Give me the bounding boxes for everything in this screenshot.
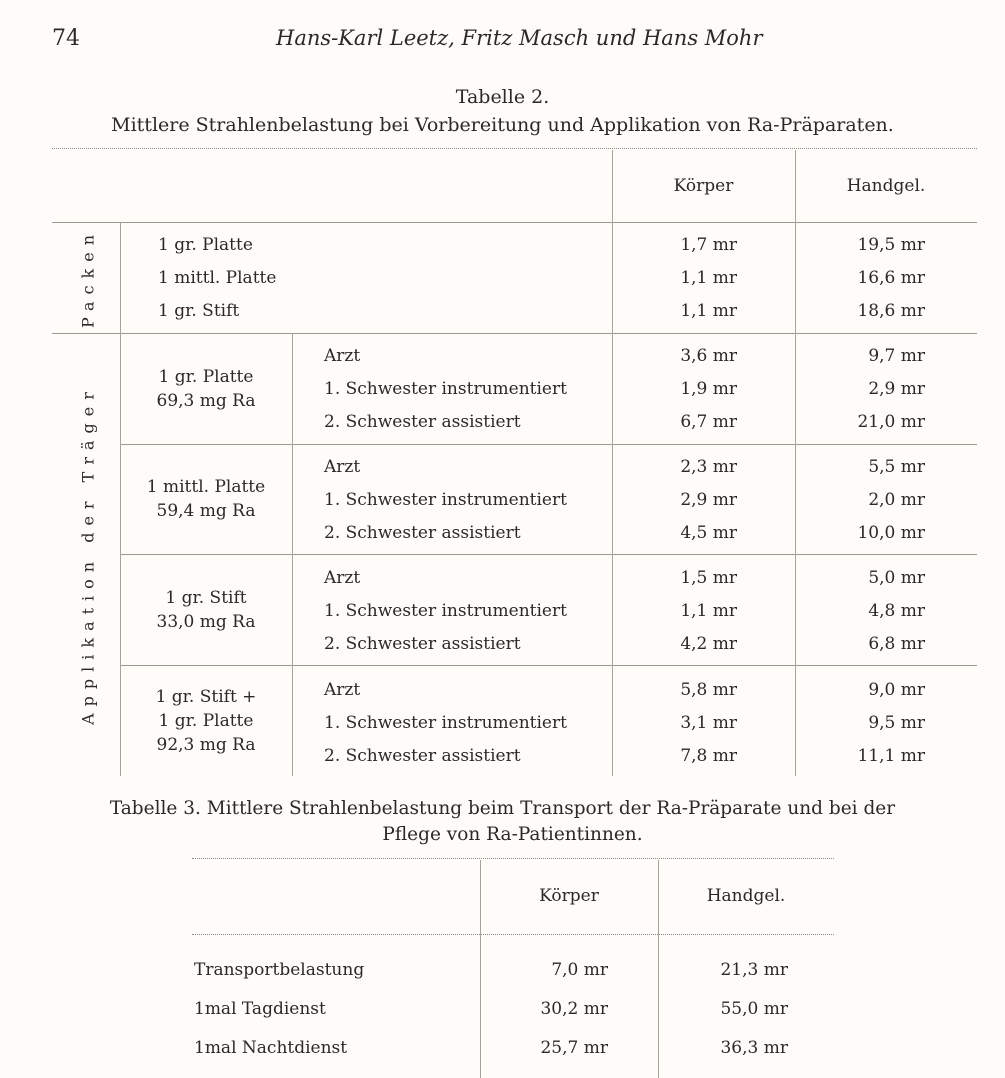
table2-packen-handgel: 19,5 mr	[857, 235, 925, 255]
table2-carrier-label-line: 1 gr. Platte	[158, 366, 254, 387]
table2-handgel-value: 6,8 mr	[868, 634, 925, 654]
table2-handgel-value: 5,0 mr	[868, 568, 925, 588]
table2-packen-handgel: 18,6 mr	[857, 301, 925, 321]
table3-item: 1mal Tagdienst	[194, 999, 326, 1019]
table3-caption-line2: Pflege von Ra-Patientinnen.	[382, 824, 643, 845]
table2-handgel-value: 9,0 mr	[868, 680, 925, 700]
table2-koerper-value: 5,8 mr	[680, 680, 737, 700]
table2-role: Arzt	[324, 568, 361, 588]
table2-koerper-value: 4,5 mr	[680, 523, 737, 543]
table2-koerper-value: 7,8 mr	[680, 746, 737, 766]
table2-handgel-value: 4,8 mr	[868, 601, 925, 621]
table2-role: 1. Schwester instrumentiert	[324, 713, 567, 733]
table2-koerper-value: 2,3 mr	[680, 457, 737, 477]
table2-koerper-value: 4,2 mr	[680, 634, 737, 654]
table2-handgel-value: 2,0 mr	[868, 490, 925, 510]
table2-role: 2. Schwester assistiert	[324, 412, 521, 432]
page-number: 74	[52, 26, 80, 51]
table2-carrier-label-line: 92,3 mg Ra	[156, 734, 256, 755]
table3-caption-line1: Tabelle 3. Mittlere Strahlenbelastung beim Transport der Ra-Präparate und bei der	[109, 798, 896, 819]
table2-packen-item: 1 gr. Platte	[158, 235, 253, 255]
table2-role: Arzt	[324, 346, 361, 366]
table2-role: Arzt	[324, 680, 361, 700]
table2-handgel-value: 2,9 mr	[868, 379, 925, 399]
table2-packen-item: 1 gr. Stift	[158, 301, 240, 321]
table2-packen-item: 1 mittl. Platte	[158, 268, 277, 288]
table3-koerper-value: 25,7 mr	[540, 1038, 608, 1058]
table2-role: 2. Schwester assistiert	[324, 746, 521, 766]
running-head: Hans-Karl Leetz, Fritz Masch und Hans Mohr	[276, 26, 763, 50]
table2-handgel-value: 9,5 mr	[868, 713, 925, 733]
table2-koerper-value: 1,5 mr	[680, 568, 737, 588]
table2-packen-koerper: 1,7 mr	[680, 235, 737, 255]
table3-item: Transportbelastung	[194, 960, 365, 980]
table3-handgel-value: 55,0 mr	[720, 999, 788, 1019]
table3-koerper-value: 7,0 mr	[551, 960, 608, 980]
table2-packen-koerper: 1,1 mr	[680, 301, 737, 321]
table2-carrier-label-line: 1 gr. Stift +	[155, 686, 257, 707]
table2-packen-koerper: 1,1 mr	[680, 268, 737, 288]
table2-koerper-value: 3,1 mr	[680, 713, 737, 733]
table2-koerper-value: 3,6 mr	[680, 346, 737, 366]
table2-section-applikation: Applikation der Träger	[78, 385, 98, 725]
table2-role: Arzt	[324, 457, 361, 477]
table2-packen-handgel: 16,6 mr	[857, 268, 925, 288]
table3-header-koerper: Körper	[539, 886, 599, 906]
table2-handgel-value: 9,7 mr	[868, 346, 925, 366]
table2-carrier-label-line: 1 gr. Stift	[165, 587, 247, 608]
table2-koerper-value: 2,9 mr	[680, 490, 737, 510]
table2-carrier-label-line: 69,3 mg Ra	[156, 390, 256, 411]
table2-koerper-value: 1,9 mr	[680, 379, 737, 399]
table3-handgel-value: 21,3 mr	[720, 960, 788, 980]
table2-carrier-label-line: 33,0 mg Ra	[156, 611, 256, 632]
table2-carrier-label-line: 1 gr. Platte	[158, 710, 254, 731]
table2-carrier-label-line: 59,4 mg Ra	[156, 501, 256, 521]
table2-handgel-value: 10,0 mr	[857, 523, 925, 543]
table2-role: 2. Schwester assistiert	[324, 523, 521, 543]
table2-handgel-value: 5,5 mr	[868, 457, 925, 477]
table3-header-rule	[192, 934, 834, 935]
table2-role: 1. Schwester instrumentiert	[324, 490, 567, 510]
table2-header-koerper: Körper	[673, 176, 734, 196]
table2-caption-title: Tabelle 2.	[455, 86, 550, 108]
table2-koerper-value: 1,1 mr	[680, 601, 737, 621]
table3-header-handgel: Handgel.	[706, 886, 786, 906]
table2-caption-subtitle: Mittlere Strahlenbelastung bei Vorbereitung und Applikation von Ra-Präparaten.	[111, 114, 894, 136]
table2-carrier-label-line: 1 mittl. Platte	[146, 477, 266, 497]
table2-koerper-value: 6,7 mr	[680, 412, 737, 432]
table3-top-rule	[192, 858, 834, 859]
table2-handgel-value: 21,0 mr	[857, 412, 925, 432]
table3-item: 1mal Nachtdienst	[194, 1038, 348, 1058]
table2-role: 1. Schwester instrumentiert	[324, 601, 567, 621]
table2-header-handgel: Handgel.	[846, 176, 926, 196]
table2-role: 1. Schwester instrumentiert	[324, 379, 567, 399]
table2-section-packen: Packen	[78, 227, 98, 329]
table3-handgel-value: 36,3 mr	[720, 1038, 788, 1058]
table3-koerper-value: 30,2 mr	[540, 999, 608, 1019]
table2-handgel-value: 11,1 mr	[857, 746, 925, 766]
table2-role: 2. Schwester assistiert	[324, 634, 521, 654]
